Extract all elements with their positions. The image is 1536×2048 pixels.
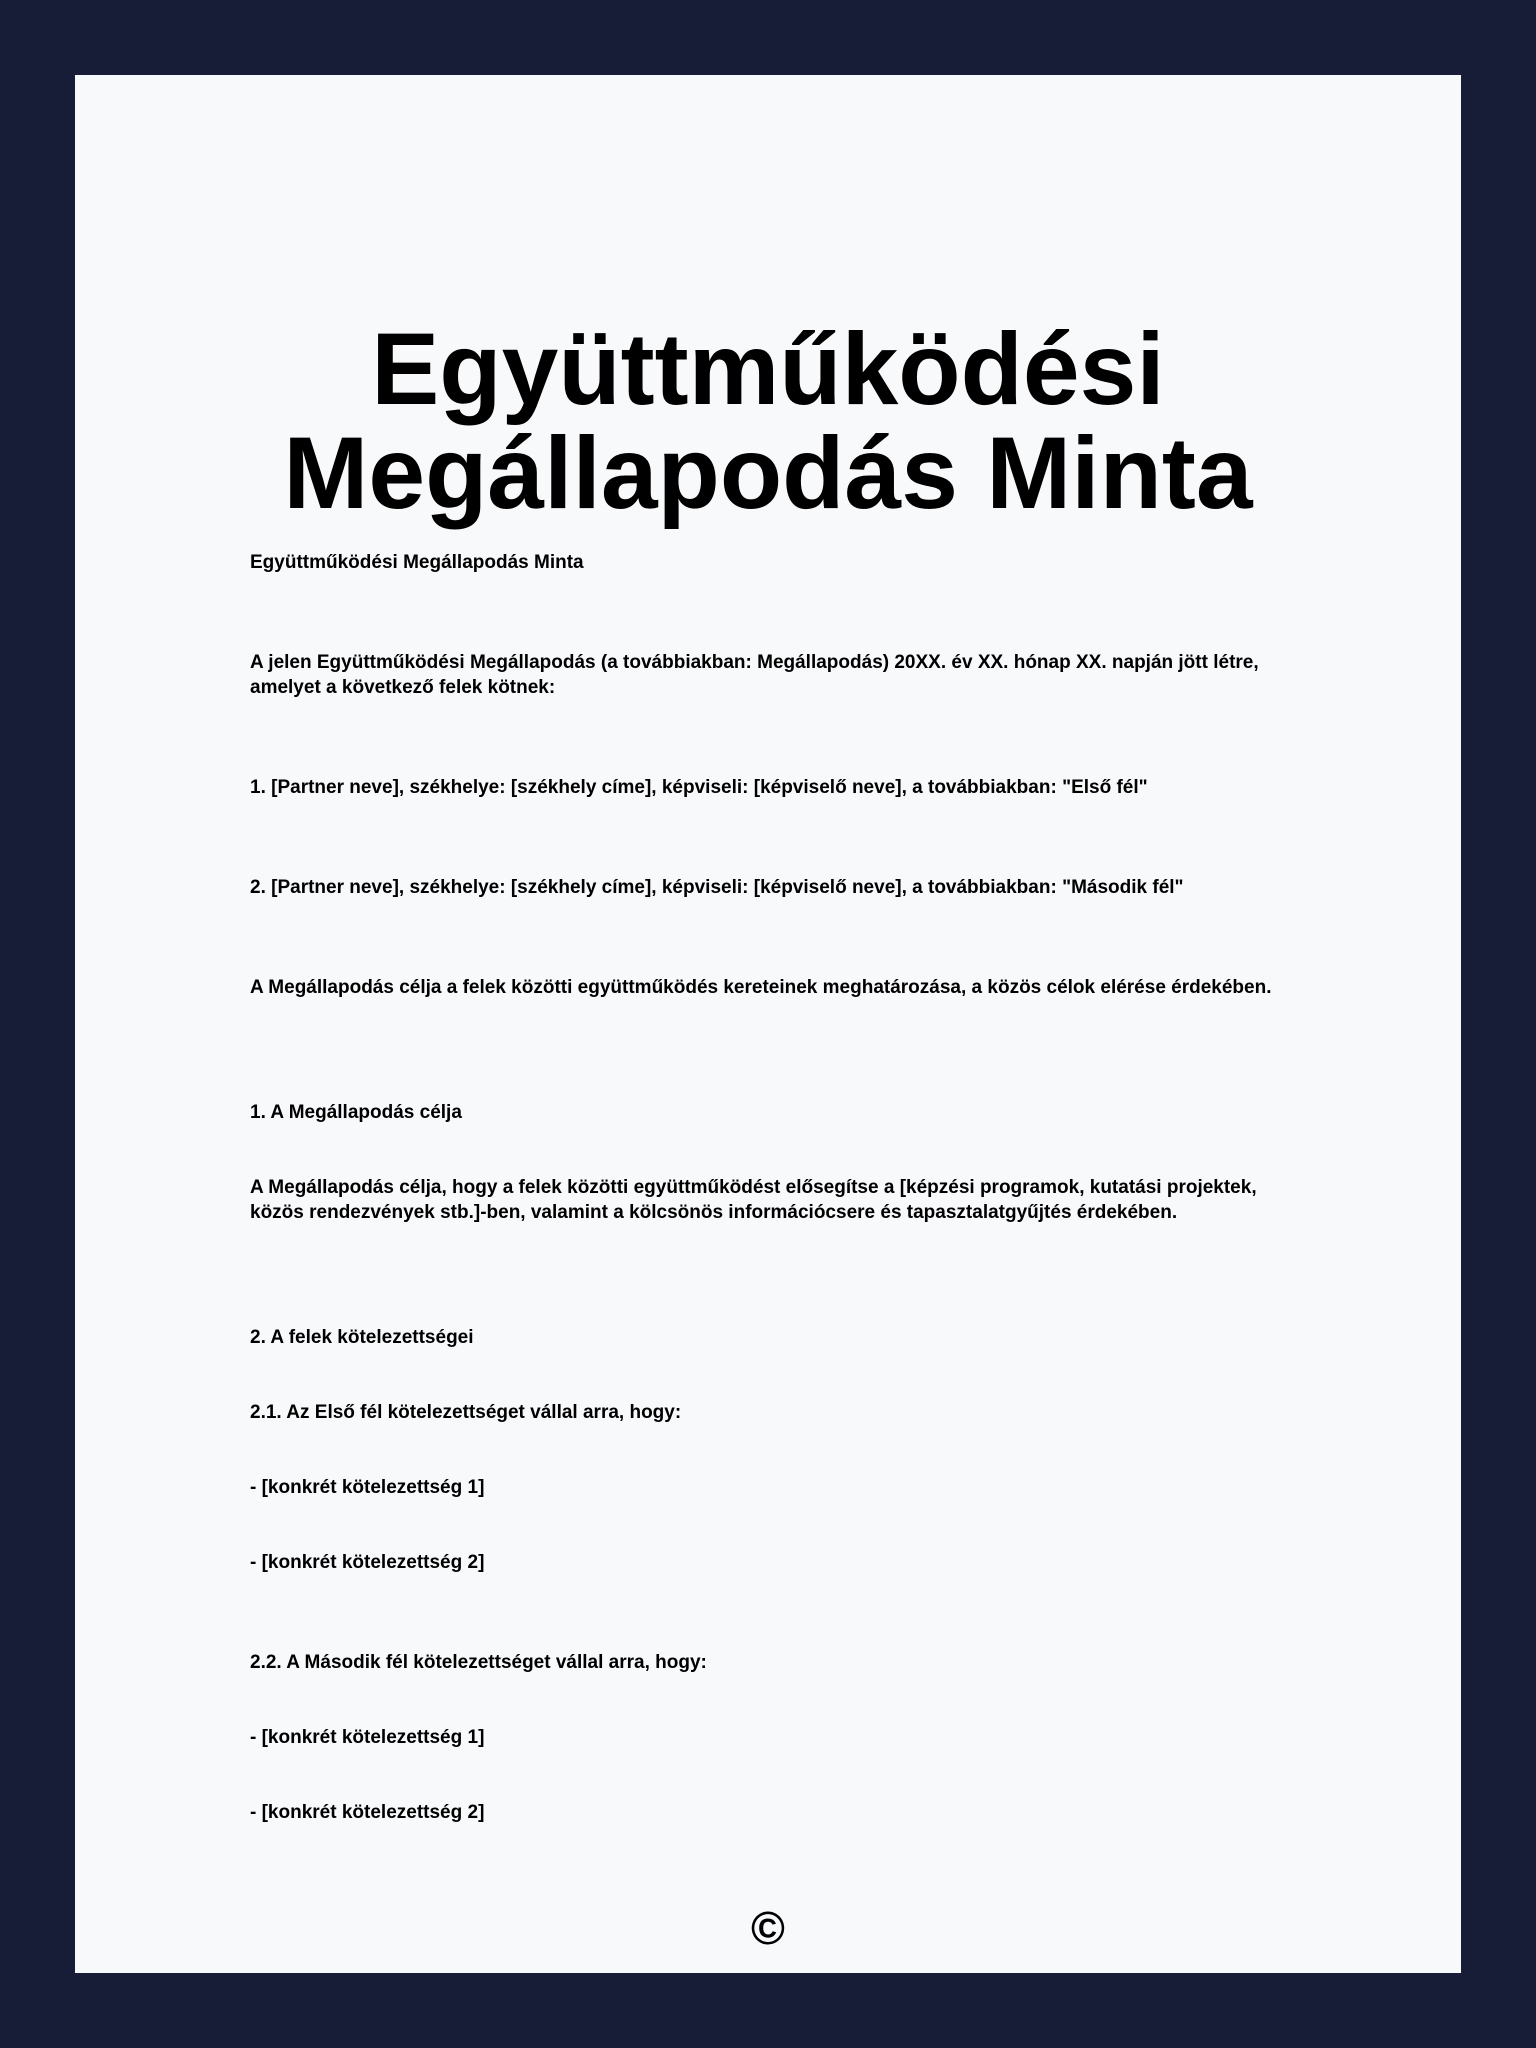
section-body-purpose: A Megállapodás célja, hogy a felek közötti együttműködést elősegítse a [képzési programok, kutatási projektek, közös rendezvények stb.]-ben, valamint a kölcsönös információcsere és tapasztalatgyűjtés érdekében. bbox=[250, 1177, 1257, 1223]
document-page bbox=[75, 75, 1461, 1973]
purpose-intro-paragraph: A Megállapodás célja a felek közötti együttműködés kereteinek meghatározása, a közös célok elérése érdekében. bbox=[250, 977, 1272, 998]
intro-paragraph: A jelen Együttműködési Megállapodás (a továbbiakban: Megállapodás) 20XX. év XX. hónap XX. napján jött létre, amelyet a következő felek kötnek: bbox=[250, 652, 1259, 698]
obligation-item: - [konkrét kötelezettség 2] bbox=[250, 1802, 485, 1823]
document-subtitle: Együttműködési Megállapodás Minta bbox=[250, 552, 584, 573]
subsection-heading-first-party: 2.1. Az Első fél kötelezettséget vállal arra, hogy: bbox=[250, 1402, 682, 1423]
copyright-icon: © bbox=[751, 1902, 785, 1954]
document-title: Együttműködési Megállapodás Minta bbox=[283, 312, 1253, 530]
section-heading-purpose: 1. A Megállapodás célja bbox=[250, 1102, 462, 1123]
party-first: 1. [Partner neve], székhelye: [székhely címe], képviseli: [képviselő neve], a továbbiakban: "Első fél" bbox=[250, 777, 1148, 798]
section-heading-obligations: 2. A felek kötelezettségei bbox=[250, 1327, 474, 1348]
obligation-item: - [konkrét kötelezettség 1] bbox=[250, 1727, 485, 1748]
party-second: 2. [Partner neve], székhelye: [székhely címe], képviseli: [képviselő neve], a továbbiakban: "Második fél" bbox=[250, 877, 1184, 898]
subsection-heading-second-party: 2.2. A Második fél kötelezettséget vállal arra, hogy: bbox=[250, 1652, 707, 1673]
obligation-item: - [konkrét kötelezettség 1] bbox=[250, 1477, 485, 1498]
obligation-item: - [konkrét kötelezettség 2] bbox=[250, 1552, 485, 1573]
